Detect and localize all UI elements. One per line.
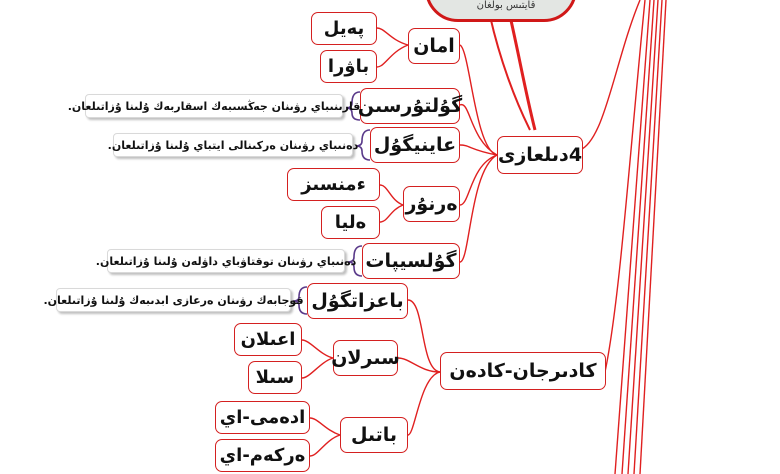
- branch-node-kadr[interactable]: كادىرجان-كادەن: [440, 352, 606, 390]
- branch-node-4[interactable]: 4دىلعازى: [497, 136, 583, 174]
- node-gulsipat[interactable]: گۇلسيپات: [362, 243, 460, 279]
- note-bazatgul: قوجابەك رۋىنان ەرعازى ابدىبەك ۇلىنا ۇزاتىلعان.: [56, 288, 291, 312]
- node-payil[interactable]: پەيل: [311, 12, 377, 45]
- node-sila[interactable]: سىلا: [248, 361, 302, 394]
- node-gulturson[interactable]: گۇلتۇرسىن: [360, 88, 460, 124]
- node-batil[interactable]: باتىل: [340, 417, 408, 453]
- node-ernur[interactable]: ەرنۇر: [403, 186, 460, 222]
- node-erkem[interactable]: ەركەم-اي: [215, 439, 310, 472]
- node-aman[interactable]: امان: [408, 28, 460, 64]
- node-ailan[interactable]: اعىلان: [234, 323, 302, 356]
- node-bazatgul[interactable]: باعزاتگۇل: [307, 283, 408, 319]
- node-sirlan[interactable]: سىرلان: [333, 340, 398, 376]
- node-ainigul[interactable]: عاينيگۇل: [370, 127, 460, 163]
- node-eliya[interactable]: ەليا: [321, 206, 380, 239]
- node-emnisiz[interactable]: ءمنسىز: [287, 168, 380, 201]
- root-label: قايتىس بولغان: [476, 0, 536, 11]
- note-ainigul: دەنىباي رۋىنان ەركىنالى ايتباي ۇلىنا ۇزاتىلعان.: [113, 133, 353, 157]
- node-baqra[interactable]: باۋرا: [320, 50, 377, 83]
- node-edemi[interactable]: ادەمى-اي: [215, 401, 310, 434]
- note-gulturson: قارىنىباي رۋىنان جەڭسىبەك اسقاربەك ۇلىنا ۇزاتىلعان.: [85, 94, 343, 118]
- note-gulsipat: دەنىباي رۋىنان توقتاۋباي داۋلەن ۇلىنا ۇزاتىلعان.: [107, 249, 345, 273]
